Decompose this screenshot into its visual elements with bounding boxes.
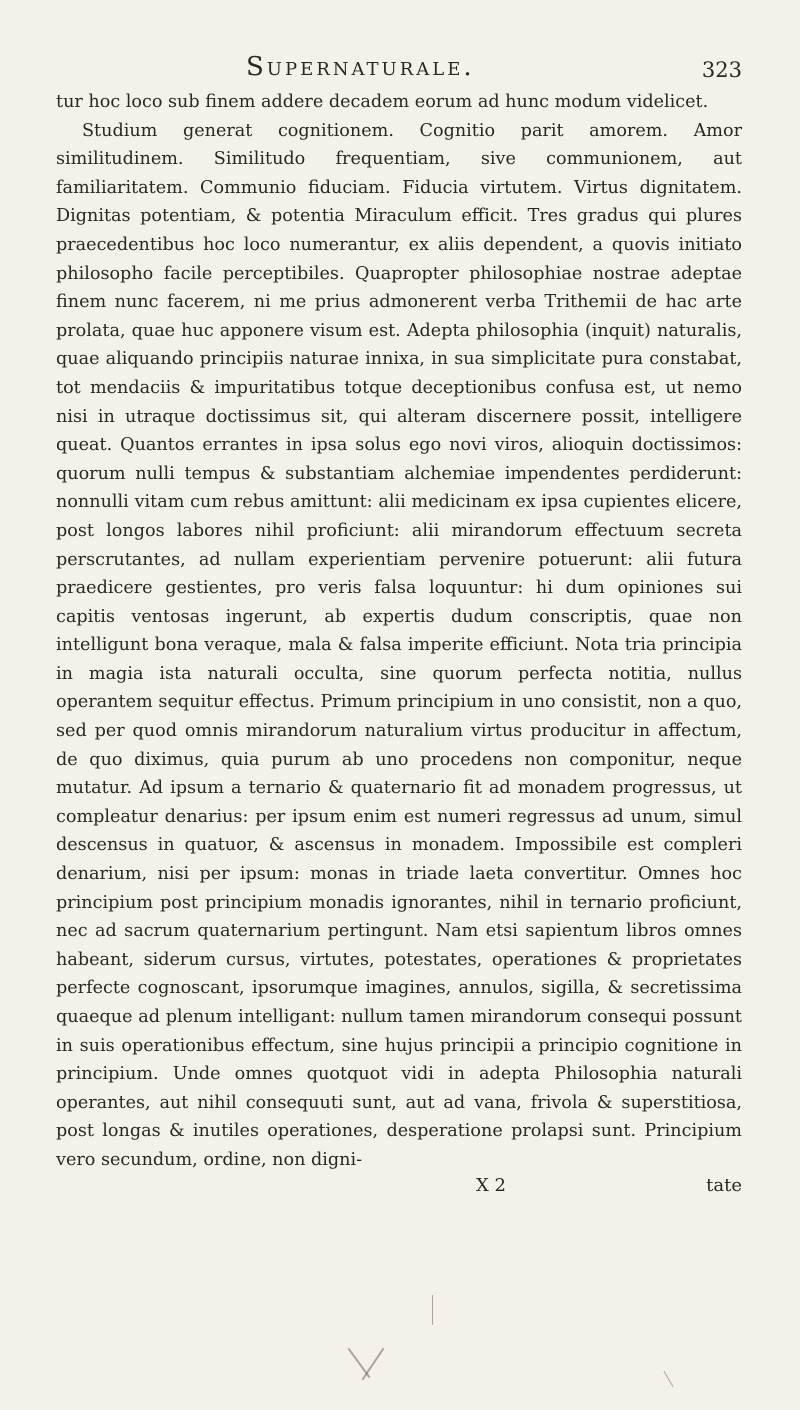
catchline (56, 1175, 742, 1207)
signature-mark: X 2 (476, 1174, 506, 1196)
paragraph: tur hoc loco sub finem addere decadem eorum ad hunc modum videlicet. (56, 92, 709, 112)
running-head (56, 48, 742, 88)
body-text (56, 88, 742, 1175)
running-title: Supernaturale. (246, 52, 475, 82)
pen-stroke-mark (664, 1371, 674, 1387)
catchword: tate (706, 1174, 742, 1196)
pen-stroke-mark (432, 1295, 433, 1325)
page-number: 323 (701, 58, 742, 82)
paragraph: Studium generat cognitionem. Cognitio parit amorem. Amor similitudinem. Similitudo frequentiam, sive communionem, aut familiaritatem. Communio fiduciam. Fiducia virtutem. Virtus dignitatem. Dignitas potentiam, & potentia Miraculum efficit. Tres gradus qui plures praecedentibus hoc loco numerantur, ex aliis dependent, a quovis initiato philosopho facile perceptibiles. Quapropter philosophiae nostrae adeptae finem nunc facerem, ni me prius admonerent verba Trithemii de hac arte prolata, quae huc apponere visum est. Adepta philosophia (inquit) naturalis, quae aliquando principiis naturae innixa, in sua simplicitate pura constabat, tot mendaciis & impuritatibus totque deceptionibus confusa est, ut nemo nisi in utraque doctissimus sit, qui alteram discernere possit, intelligere queat. Quantos errantes in ipsa solus ego novi viros, alioquin doctissimos: quorum nulli tempus & substantiam alchemiae impendentes perdiderunt: nonnulli vitam cum rebus amittunt: alii medicinam ex ipsa cupientes elicere, post longos labores nihil proficiunt: alii mirandorum effectuum secreta perscrutantes, ad nullam experientiam pervenire potuerunt: alii futura praedicere gestientes, pro veris falsa loquuntur: hi dum opiniones sui capitis ventosas ingerunt, ab expertis dudum conscriptis, quae non intelligunt bona veraque, mala & falsa imperite efficiunt. Nota tria principia in magia ista naturali occulta, sine quorum perfecta notitia, nullus operantem sequitur effectus. Primum principium in uno consistit, non a quo, sed per quod omnis mirandorum naturalium virtus producitur in affectum, de quo diximus, quia purum ab uno procedens non componitur, neque mutatur. Ad ipsum a ternario & quaternario fit ad monadem progressus, ut compleatur denarius: per ipsum enim est numeri regressus ad unum, simul descensus in quatuor, & ascensus in monadem. Impossibile est compleri denarium, nisi per ipsum: monas in triade laeta convertitur. Omnes hoc principium post principium monadis ignorantes, nihil in ternario proficiunt, nec ad sacrum quaternarium pertingunt. Nam etsi sapientum libros omnes habeant, siderum cursus, virtutes, potestates, operationes & proprietates perfecte cognoscant, ipsorumque imagines, annulos, sigilla, & secretissima quaeque ad plenum intelligant: nullum tamen mirandorum consequi possunt in suis operationibus effectum, sine hujus principii a principio cognitione in principium. Unde omnes quotquot vidi in adepta Philosophia naturali operantes, aut nihil consequuti sunt, aut ad vana, frivola & superstitiosa, post longas & inutiles operationes, desperatione prolapsi sunt. Principium vero secundum, ordine, non digni- (56, 120, 742, 1170)
pen-stroke-mark (362, 1348, 385, 1381)
